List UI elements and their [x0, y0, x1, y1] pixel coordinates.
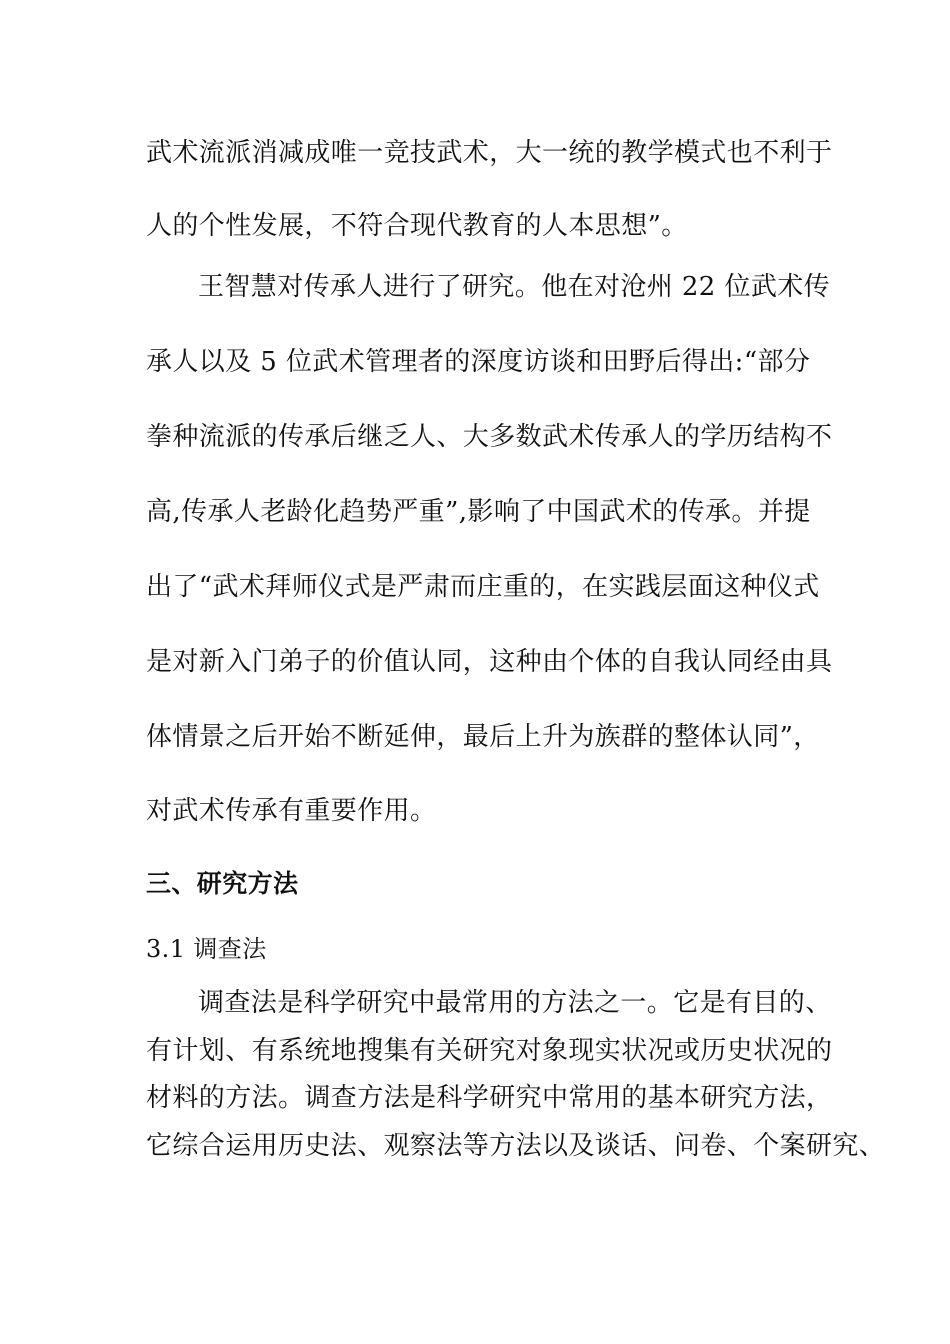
text-line: 高,传承人老龄化趋势严重”,影响了中国武术的传承。并提 — [146, 497, 811, 527]
text-line: 有计划、有系统地搜集有关研究对象现实状况或历史状况的 — [146, 1036, 833, 1066]
section-heading: 三、研究方法 — [146, 869, 299, 898]
text-line: 它综合运用历史法、观察法等方法以及谈话、问卷、个案研究、 — [146, 1131, 886, 1161]
text-line: 王智慧对传承人进行了研究。他在对沧州 22 位武术传 — [198, 272, 831, 302]
text-line: 武术流派消减成唯一竞技武术，大一统的教学模式也不利于 — [146, 138, 833, 168]
text-line: 拳种流派的传承后继乏人、大多数武术传承人的学历结构不 — [146, 422, 833, 452]
text-line: 出了“武术拜师仪式是严肃而庄重的，在实践层面这种仪式 — [146, 572, 820, 602]
text-line: 是对新入门弟子的价值认同，这种由个体的自我认同经由具 — [146, 647, 833, 677]
text-line: 对武术传承有重要作用。 — [146, 796, 437, 826]
text-line: 人的个性发展，不符合现代教育的人本思想”。 — [146, 211, 688, 241]
text-line: 材料的方法。调查方法是科学研究中常用的基本研究方法， — [146, 1083, 833, 1113]
text-line: 调查法是科学研究中最常用的方法之一。它是有目的、 — [198, 988, 832, 1018]
text-line: 体情景之后开始不断延伸，最后上升为族群的整体认同”， — [146, 722, 820, 752]
text-line: 承人以及 5 位武术管理者的深度访谈和田野后得出:“部分 — [146, 347, 811, 377]
subsection-heading: 3.1 调查法 — [146, 935, 267, 963]
